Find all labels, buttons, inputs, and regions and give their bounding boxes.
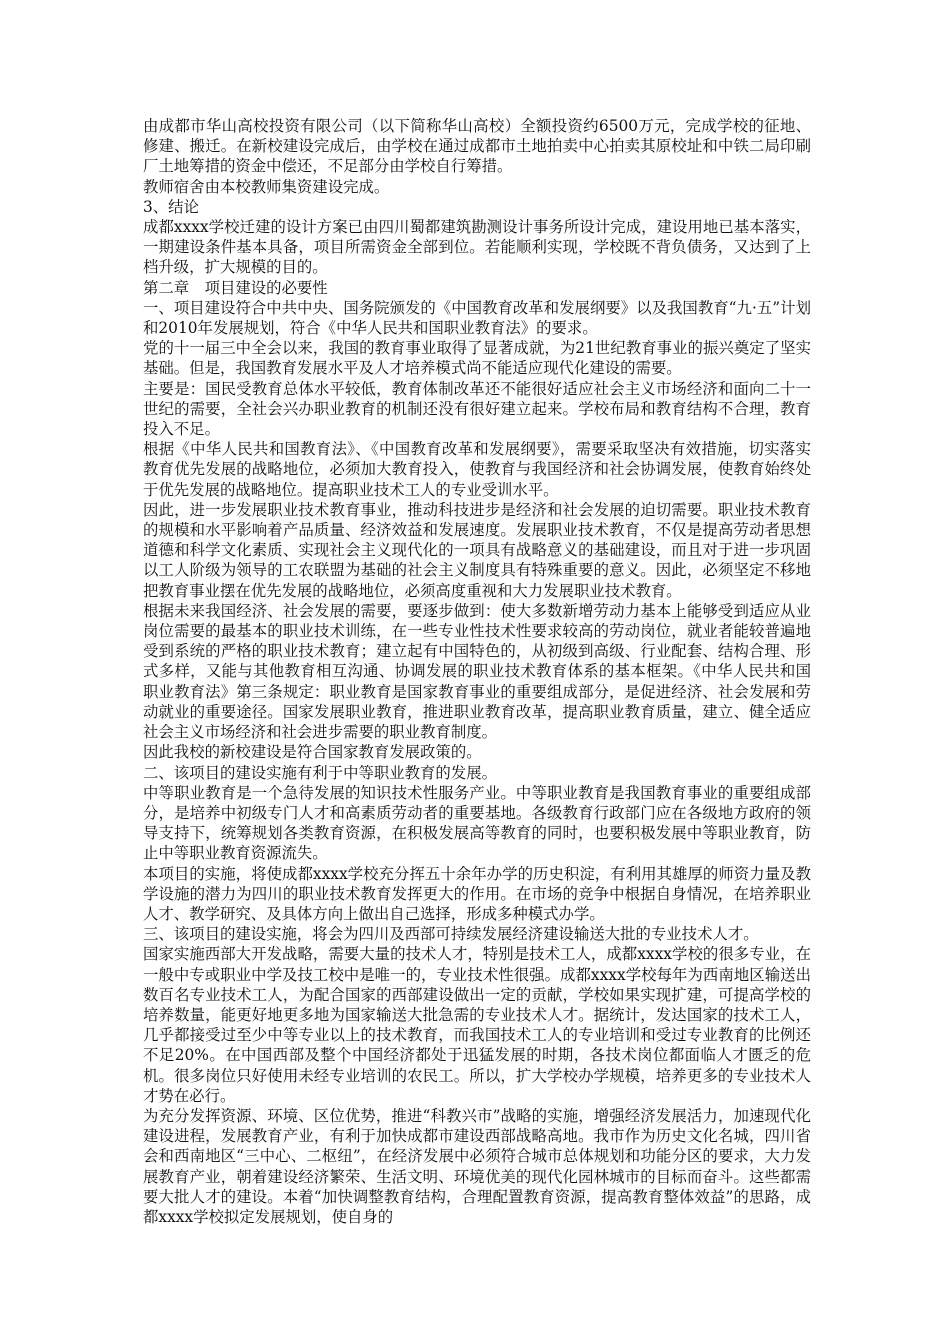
section-heading-1: 一、项目建设符合中共中央、国务院颁发的《中国教育改革和发展纲要》以及我国教育“九·五”计划和2010年发展规划，符合《中华人民共和国职业教育法》的要求。 [143,298,811,338]
paragraph-vocational-importance: 因此，进一步发展职业技术教育事业，推动科技进步是经济和社会发展的迫切需要。职业技术教育的规模和水平影响着产品质量、经济效益和发展速度。发展职业技术教育，不仅是提高劳动者思想道德和科学文化素质、实现社会主义现代化的一项具有战略意义的基础建设，而且对于进一步巩固以工人阶级为领导的工农联盟为基础的社会主义制度具有特殊重要的意义。因此，必须坚定不移地把教育事业摆在优先发展的战略地位，必须高度重视和大力发展职业技术教育。 [143,500,811,600]
paragraph-city-strategy: 为充分发挥资源、环境、区位优势，推进“科教兴市”战略的实施，增强经济发展活力，加速现代化建设进程，发展教育产业，有利于加快成都市建设西部战略高地。我市作为历史文化名城，四川省会和西南地区“三中心、二枢纽”，在经济发展中必须符合城市总体规划和功能分区的要求，大力发展教育产业，朝着建设经济繁荣、生活文明、环境优美的现代化园林城市的目标而奋斗。这些都需要大批人才的建设。本着“加快调整教育结构，合理配置教育资源，提高教育整体效益”的思路，成都xxxx学校拟定发展规划，使自身的 [143,1106,811,1226]
chapter-heading: 第二章 项目建设的必要性 [143,278,328,297]
paragraph-dormitory: 教师宿舍由本校教师集资建设完成。 [143,177,390,196]
heading-conclusion: 3、结论 [143,197,199,216]
paragraph-western-development: 国家实施西部大开发战略，需要大量的技术人才，特别是技术工人，成都xxxx学校的很多专业，在一般中专或职业中学及技工校中是唯一的，专业技术性很强。成都xxxx学校每年为西南地区输送出数百名专业技术工人，为配合国家的西部建设做出一定的贡献，学校如果实现扩建，可提高学校的培养数量，能更好地更多地为国家输送大批急需的专业技术人才。据统计，发达国家的技术工人，几乎都接受过至少中等专业以上的技术教育，而我国技术工人的专业培训和受过专业教育的比例还不足20%。在中国西部及整个中国经济都处于迅猛发展的时期，各技术岗位都面临人才匮乏的危机。很多岗位只好使用未经专业培训的农民工。所以，扩大学校办学规模，培养更多的专业技术人才势在必行。 [143,945,811,1105]
paragraph-project-implementation: 本项目的实施，将使成都xxxx学校充分挥五十余年办学的历史积淀，有利用其雄厚的师资力量及教学设施的潜力为四川的职业技术教育发挥更大的作用。在市场的竞争中根据自身情况，在培养职业人才、教学研究、及具体方向上做出自己选择，形成多种模式办学。 [143,864,811,923]
paragraph-problems: 主要是：国民受教育总体水平较低，教育体制改革还不能很好适应社会主义市场经济和面向二十一世纪的需要，全社会兴办职业教育的机制还没有很好建立起来。学校布局和教育结构不合理，教育投入不足。 [143,379,811,439]
paragraph-secondary-education: 中等职业教育是一个急待发展的知识技术性服务产业。中等职业教育是我国教育事业的重要组成部分，是培养中初级专门人才和高素质劳动者的重要基地。各级教育行政部门应在各级地方政府的领导支持下，统筹规划各类教育资源，在积极发展高等教育的同时，也要积极发展中等职业教育，防止中等职业教育资源流失。 [143,783,811,863]
paragraph-conclusion: 成都xxxx学校迁建的设计方案已由四川蜀都建筑勘测设计事务所设计完成，建设用地已基本落实，一期建设条件基本具备，项目所需资金全部到位。若能顺利实现，学校既不背负债务，又达到了上档升级，扩大规模的目的。 [143,218,811,277]
paragraph-future-goals: 根据未来我国经济、社会发展的需要，要逐步做到：使大多数新增劳动力基本上能够受到适应从业岗位需要的最基本的职业技术训练，在一些专业性技术性要求较高的劳动岗位，就业者能较普遍地受到系统的严格的职业技术教育；建立起有中国特色的，从初级到高级、行业配套、结构合理、形式多样，又能与其他教育相互沟通、协调发展的职业技术教育体系的基本框架。《中华人民共和国职业教育法》第三条规定：职业教育是国家教育事业的重要组成部分，是促进经济、社会发展和劳动就业的重要途径。国家发展职业教育，推进职业教育改革，提高职业教育质量，建立、健全适应社会主义市场经济和社会进步需要的职业教育制度。 [143,601,811,742]
section-heading-2: 二、该项目的建设实施有利于中等职业教育的发展。 [143,763,497,782]
document-body [143,116,811,1227]
paragraph-achievements: 党的十一届三中全会以来，我国的教育事业取得了显著成就，为21世纪教育事业的振兴奠定了坚实基础。但是，我国教育发展水平及人才培养模式尚不能适应现代化建设的需要。 [143,339,811,378]
paragraph-funding: 由成都市华山高校投资有限公司（以下简称华山高校）全额投资约6500万元，完成学校的征地、修建、搬迁。在新校建设完成后，由学校在通过成都市土地拍卖中心拍卖其原校址和中铁二局印刷厂土地筹措的资金中偿还，不足部分由学校自行筹措。 [143,117,811,176]
paragraph-legal-basis: 根据《中华人民共和国教育法》、《中国教育改革和发展纲要》，需要采取坚决有效措施，切实落实教育优先发展的战略地位，必须加大教育投入，使教育与我国经济和社会协调发展，使教育始终处于优先发展的战略地位。提高职业技术工人的专业受训水平。 [143,440,811,499]
paragraph-policy-conformity: 因此我校的新校建设是符合国家教育发展政策的。 [143,743,482,762]
section-heading-3: 三、该项目的建设实施，将会为四川及西部可持续发展经济建设输送大批的专业技术人才。 [143,925,759,944]
